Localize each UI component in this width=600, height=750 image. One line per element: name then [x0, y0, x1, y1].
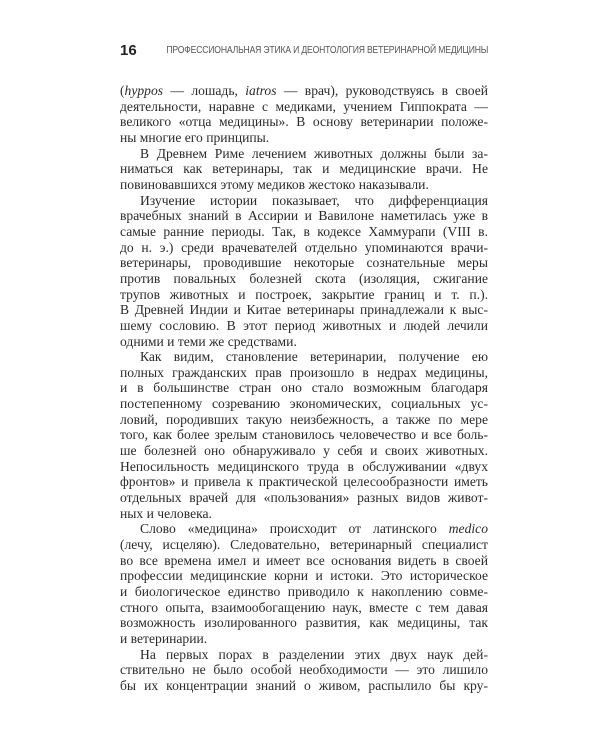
paragraph: [120, 83, 488, 146]
text-line: [120, 553, 488, 569]
text-run: и в большинстве стран оно стало возможным благодаря: [120, 380, 488, 396]
text-run: и биологическое единство приводило к накоплению совме-: [120, 584, 488, 599]
text-run: до н. э.) среди врачевателей отдельно упоминаются врачи-: [120, 239, 488, 255]
text-run: ветеринары, проводившие некоторые сознательные меры: [120, 255, 488, 271]
text-run: — врач), руководствуясь в своей: [276, 83, 488, 98]
text-run: и ветеринарии.: [120, 630, 208, 646]
text-run: (лечу, исцеляю). Следовательно, ветеринарный специалист: [120, 537, 488, 553]
italic-term: medico: [448, 521, 488, 537]
text-run: Изучение истории показывает, что дифференциация: [140, 192, 488, 208]
text-line: [120, 396, 488, 412]
text-run: деятельности, наравне с медиками, учением Гиппократа —: [120, 98, 488, 114]
text-line: [120, 678, 488, 694]
text-run: великого «отца медицины». В основу ветеринарии положе-: [120, 114, 488, 130]
text-run: того, как более зрелым становилось человечество и все боль-: [120, 427, 488, 443]
text-run: фронтов» и привела к практической целесообразности иметь: [120, 474, 488, 490]
text-run: отдельных врачей для «пользования» разных видов живот-: [120, 490, 488, 506]
text-run: Непосильность медицинского труда в обслуживании «двух: [120, 458, 488, 474]
text-line: [120, 302, 488, 318]
text-line: [120, 193, 488, 209]
text-run: Слово «медицина» происходит от латинского: [140, 521, 449, 537]
text-run: ниматься как ветеринары, так и медицинские врачи. Не: [120, 161, 488, 177]
text-line: [120, 443, 488, 459]
text-line: [120, 161, 488, 177]
text-line: [120, 380, 488, 396]
text-run: возможность изолированного развития, как медицины, так: [120, 615, 488, 631]
paragraph: [120, 193, 488, 350]
text-line: [120, 83, 488, 99]
text-run: стного опыта, взаимообогащению наук, вместе с тем давая: [120, 599, 488, 615]
text-run: одними и теми же средствами.: [120, 333, 297, 349]
text-line: [120, 584, 488, 600]
text-run: против повальных болезней скота (изоляция, сжигание: [120, 270, 488, 286]
running-header: [120, 42, 488, 60]
text-run: самые ранние периоды. Так, в кодексе Хаммурапи (VIII в.: [120, 223, 488, 239]
text-line: [120, 506, 488, 522]
text-run: профессии медицинские корни и истоки. Это историческое: [120, 568, 488, 584]
text-line: [120, 130, 488, 146]
text-run: (: [120, 83, 125, 98]
text-run: В Древнем Риме лечением животных должны были за-: [140, 145, 488, 161]
text-line: [120, 647, 488, 663]
text-run: — лошадь,: [163, 83, 246, 98]
text-line: [120, 334, 488, 350]
text-line: [120, 208, 488, 224]
text-line: [120, 349, 488, 365]
text-run: В Древней Индии и Китае ветеринары принадлежали к выс-: [120, 302, 488, 318]
text-line: [120, 631, 488, 647]
text-line: [120, 146, 488, 162]
text-run: Как видим, становление ветеринарии, получение ею: [140, 349, 488, 365]
text-run: врачебных знаний в Ассирии и Вавилоне наметилась уже в: [120, 208, 488, 224]
text-run: трупов животных и построек, закрытие границ и т. п.).: [120, 286, 488, 302]
text-line: [120, 240, 488, 256]
text-run: ствительно не было особой необходимости — это лишило: [120, 662, 488, 678]
text-run: повиновавшихся этому медиков жестоко наказывали.: [120, 176, 429, 192]
paragraph: [120, 521, 488, 646]
text-line: [120, 490, 488, 506]
text-line: [120, 662, 488, 678]
text-line: [120, 474, 488, 490]
text-line: [120, 615, 488, 631]
running-title: ПРОФЕССИОНАЛЬНАЯ ЭТИКА И ДЕОНТОЛОГИЯ ВЕТЕРИНАРНОЙ МЕДИЦИНЫ: [166, 45, 488, 56]
text-run: во все времена имел и имеет все основания видеть в своей: [120, 552, 488, 568]
text-run: постепенному созреванию экономических, социальных ус-: [120, 396, 488, 412]
text-run: полных гражданских прав произошло в недрах медицины,: [120, 364, 488, 380]
text-line: [120, 568, 488, 584]
text-run: бы их концентрации знаний о живом, распылило бы кру-: [120, 677, 488, 693]
text-run: ных и человека.: [120, 505, 212, 521]
text-run: ше болезней оно обнаруживало у себя и своих животных.: [120, 443, 488, 459]
text-line: [120, 600, 488, 616]
text-line: [120, 459, 488, 475]
text-line: [120, 427, 488, 443]
text-line: [120, 99, 488, 115]
text-line: [120, 537, 488, 553]
paragraph: [120, 647, 488, 694]
text-line: [120, 365, 488, 381]
text-line: [120, 271, 488, 287]
text-line: [120, 412, 488, 428]
text-line: [120, 521, 488, 537]
text-run: ловий, породивших такую неизбежность, а также по мере: [120, 411, 488, 427]
paragraph: [120, 349, 488, 521]
italic-term: hyppos: [124, 83, 164, 98]
text-line: [120, 318, 488, 334]
text-run: шему сословию. В этот период животных и людей лечили: [120, 317, 488, 333]
text-line: [120, 224, 488, 240]
text-run: На первых порах в разделении этих двух наук дей-: [140, 646, 488, 662]
text-line: [120, 177, 488, 193]
text-line: [120, 114, 488, 130]
body-text: [120, 83, 488, 694]
page-number: 16: [120, 42, 137, 59]
italic-term: iatros: [245, 83, 277, 98]
text-line: [120, 255, 488, 271]
text-line: [120, 287, 488, 303]
paragraph: [120, 146, 488, 193]
text-run: ны многие его принципы.: [120, 129, 270, 145]
